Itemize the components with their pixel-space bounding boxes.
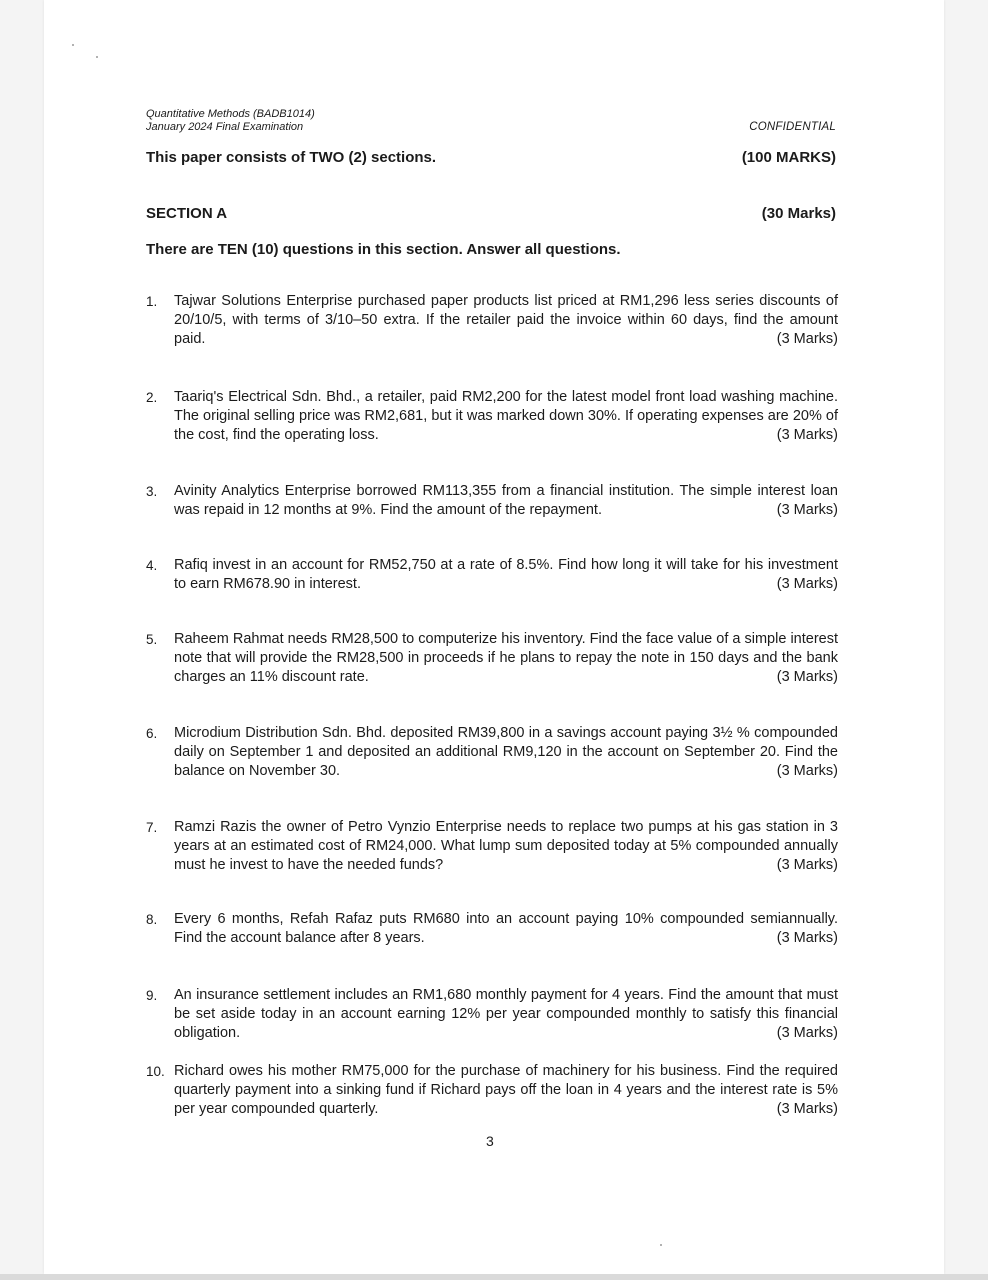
bottom-edge [0,1274,988,1280]
page-number: 3 [486,1133,494,1149]
question-text: Tajwar Solutions Enterprise purchased paper products list priced at RM1,296 less series discounts of 20/10/5, with terms of 3/10–50 extra. If the retailer paid the invoice within 60 days, find the amount paid. [174,293,838,347]
scan-speck [96,56,98,58]
question-marks: (3 Marks) [776,1101,838,1117]
question-item [146,630,838,687]
question-text: Taariq's Electrical Sdn. Bhd., a retailer, paid RM2,200 for the latest model front load washing machine. The original selling price was RM2,681, but it was marked down 30%. If operating expenses are 20% of the cost, find the operating loss. [174,389,838,443]
sections-statement: This paper consists of TWO (2) sections. [146,149,437,166]
question-marks: (3 Marks) [776,331,838,347]
question-text: Rafiq invest in an account for RM52,750 at a rate of 8.5%. Find how long it will take for his investment to earn RM678.90 in interest. [174,557,838,592]
course-header [146,108,315,134]
question-marks: (3 Marks) [776,930,838,946]
question-item [146,388,838,445]
question-number: 10. [146,1064,165,1079]
question-number: 3. [146,484,158,499]
scan-speck [72,44,74,46]
question-marks: (3 Marks) [776,857,838,873]
paper-info-row [146,149,836,166]
question-number: 1. [146,294,158,309]
question-item [146,482,838,520]
question-text: Richard owes his mother RM75,000 for the purchase of machinery for his business. Find the required quarterly payment into a sinking fund if Richard pays off the loan in 4 years and the interest rate is 5% per year compounded quarterly. [174,1063,838,1117]
question-number: 9. [146,988,158,1003]
question-text: Microdium Distribution Sdn. Bhd. deposited RM39,800 in a savings account paying 3½ % compounded daily on September 1 and deposited an additional RM9,120 in the account on September 20. Find the balance on November 30. [174,725,838,779]
question-number: 8. [146,912,158,927]
section-heading-row [146,205,836,222]
question-marks: (3 Marks) [776,576,838,592]
section-instruction: There are TEN (10) questions in this section. Answer all questions. [146,241,621,258]
scan-speck [660,1244,662,1246]
question-text: An insurance settlement includes an RM1,680 monthly payment for 4 years. Find the amount that must be set aside today in an account earning 12% per year compounded monthly to satisfy this financial obligation. [174,987,838,1041]
question-item [146,724,838,781]
course-title: Quantitative Methods (BADB1014) [146,108,315,120]
question-text: Ramzi Razis the owner of Petro Vynzio Enterprise needs to replace two pumps at his gas station in 3 years at an estimated cost of RM24,000. What lump sum deposited today at 5% compounded annually must he invest to have the needed funds? [174,819,838,873]
question-item [146,1062,838,1119]
question-item [146,818,838,875]
question-text: Raheem Rahmat needs RM28,500 to computerize his inventory. Find the face value of a simple interest note that will provide the RM28,500 in proceeds if he plans to repay the note in 150 days and the bank charges an 11% discount rate. [174,631,838,685]
question-number: 2. [146,390,158,405]
question-marks: (3 Marks) [776,763,838,779]
question-number: 7. [146,820,158,835]
section-marks: (30 Marks) [761,205,836,222]
section-title: SECTION A [146,205,228,222]
question-item [146,556,838,594]
question-number: 6. [146,726,158,741]
total-marks: (100 MARKS) [741,149,836,166]
question-number: 4. [146,558,158,573]
question-text: Every 6 months, Refah Rafaz puts RM680 into an account paying 10% compounded semiannually. Find the account balance after 8 years. [174,911,838,946]
confidential-label: CONFIDENTIAL [749,121,836,133]
question-marks: (3 Marks) [776,1025,838,1041]
question-text: Avinity Analytics Enterprise borrowed RM113,355 from a financial institution. The simple interest loan was repaid in 12 months at 9%. Find the amount of the repayment. [174,483,838,518]
question-marks: (3 Marks) [776,669,838,685]
exam-session: January 2024 Final Examination [146,121,304,133]
question-item [146,986,838,1043]
question-item [146,292,838,349]
question-number: 5. [146,632,158,647]
question-marks: (3 Marks) [776,427,838,443]
question-marks: (3 Marks) [776,502,838,518]
question-item [146,910,838,948]
